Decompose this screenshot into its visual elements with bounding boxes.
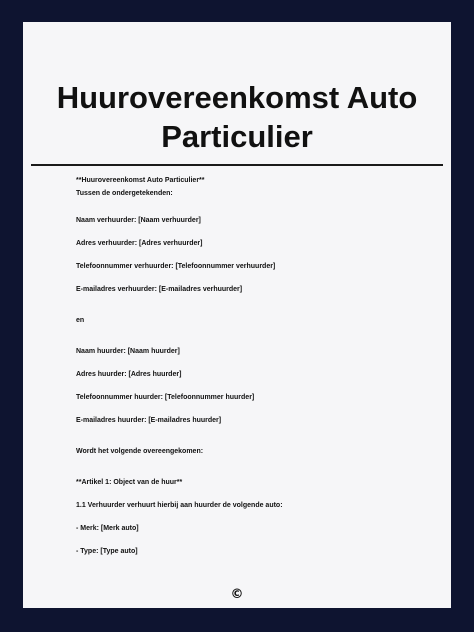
title-divider	[31, 164, 443, 166]
title-line-2: Particulier	[161, 119, 313, 154]
paragraph: Wordt het volgende overeengekomen:	[76, 448, 204, 455]
paragraph: Adres huurder: [Adres huurder]	[76, 371, 182, 378]
paragraph: - Merk: [Merk auto]	[76, 525, 139, 532]
paragraph: 1.1 Verhuurder verhuurt hierbij aan huurder de volgende auto:	[76, 502, 283, 509]
paragraph: Naam verhuurder: [Naam verhuurder]	[76, 217, 201, 224]
paragraph: E-mailadres verhuurder: [E-mailadres verhuurder]	[76, 286, 243, 293]
document-page	[23, 22, 451, 608]
paragraph: en	[76, 317, 85, 324]
paragraph: Tussen de ondergetekenden:	[76, 190, 173, 197]
paragraph: - Type: [Type auto]	[76, 548, 138, 555]
paragraph: Adres verhuurder: [Adres verhuurder]	[76, 240, 203, 247]
paragraph: **Huurovereenkomst Auto Particulier**	[76, 177, 205, 184]
paragraph: E-mailadres huurder: [E-mailadres huurder]	[76, 417, 222, 424]
paragraph: Naam huurder: [Naam huurder]	[76, 348, 180, 355]
document-title	[23, 78, 451, 156]
title-line-1: Huurovereenkomst Auto	[56, 80, 418, 115]
copyright-icon: ©	[230, 587, 244, 602]
paragraph: **Artikel 1: Object van de huur**	[76, 479, 183, 486]
paragraph: Telefoonnummer verhuurder: [Telefoonnummer verhuurder]	[76, 263, 276, 270]
paragraph: Telefoonnummer huurder: [Telefoonnummer huurder]	[76, 394, 255, 401]
